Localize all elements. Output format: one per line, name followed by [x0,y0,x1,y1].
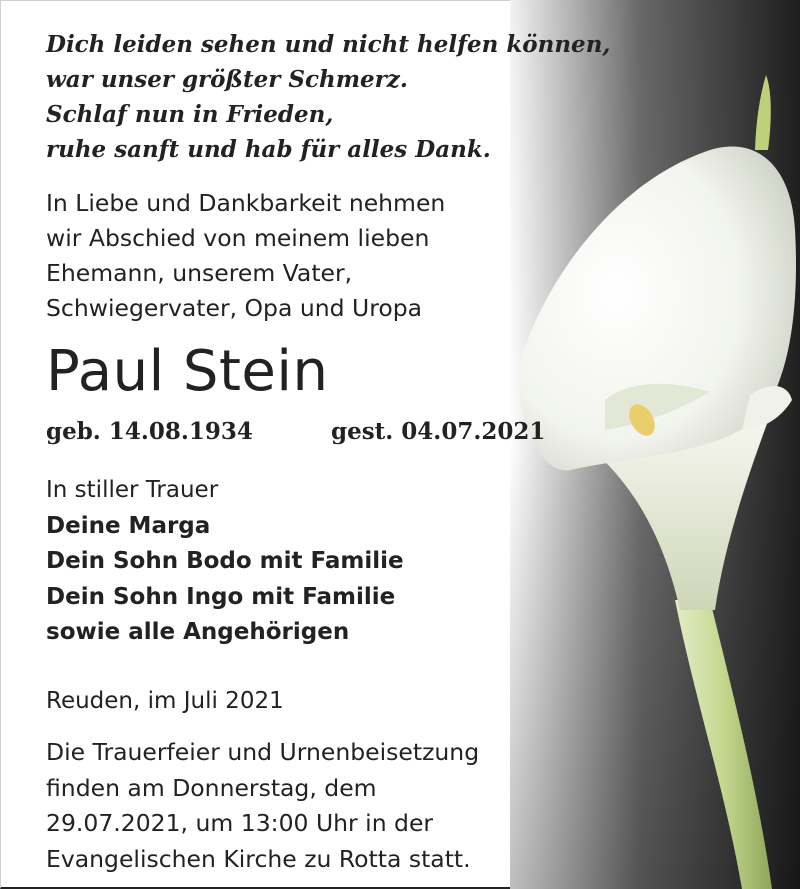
verse-line: Schlaf nun in Frieden, [46,101,334,128]
verse-line: war unser größter Schmerz. [46,66,408,93]
mourner-line: sowie alle Angehörigen [46,619,350,645]
memorial-verse [46,27,611,167]
mourner-line: Dein Sohn Bodo mit Familie [46,548,404,574]
mourner-line: Deine Marga [46,512,211,539]
service-line: finden am Donnerstag, dem [46,773,377,802]
deceased-name: Paul Stein [46,339,329,404]
service-line: 29.07.2021, um 13:00 Uhr in der [46,809,434,837]
service-line: Evangelischen Kirche zu Rotta statt. [46,844,471,873]
intro-line: Schwiegervater, Opa und Uropa [46,294,423,322]
verse-line: Dich leiden sehen und nicht helfen können, [46,31,611,58]
mourners-list [46,473,404,651]
intro-line: Ehemann, unserem Vater, [46,259,353,287]
service-info [46,735,479,877]
farewell-intro [46,186,445,326]
intro-line: In Liebe und Dankbarkeit nehmen [46,189,446,217]
birth-date: geb. 14.08.1934 [46,418,253,445]
life-dates [46,414,546,450]
intro-line: wir Abschied von meinem lieben [46,224,430,252]
place-date: Reuden, im Juli 2021 [46,688,284,714]
verse-line: ruhe sanft und hab für alles Dank. [46,136,491,163]
service-line: Die Trauerfeier und Urnenbeisetzung [46,738,480,766]
mourning-heading: In stiller Trauer [46,477,219,503]
death-date: gest. 04.07.2021 [331,418,546,445]
mourner-line: Dein Sohn Ingo mit Familie [46,583,396,610]
